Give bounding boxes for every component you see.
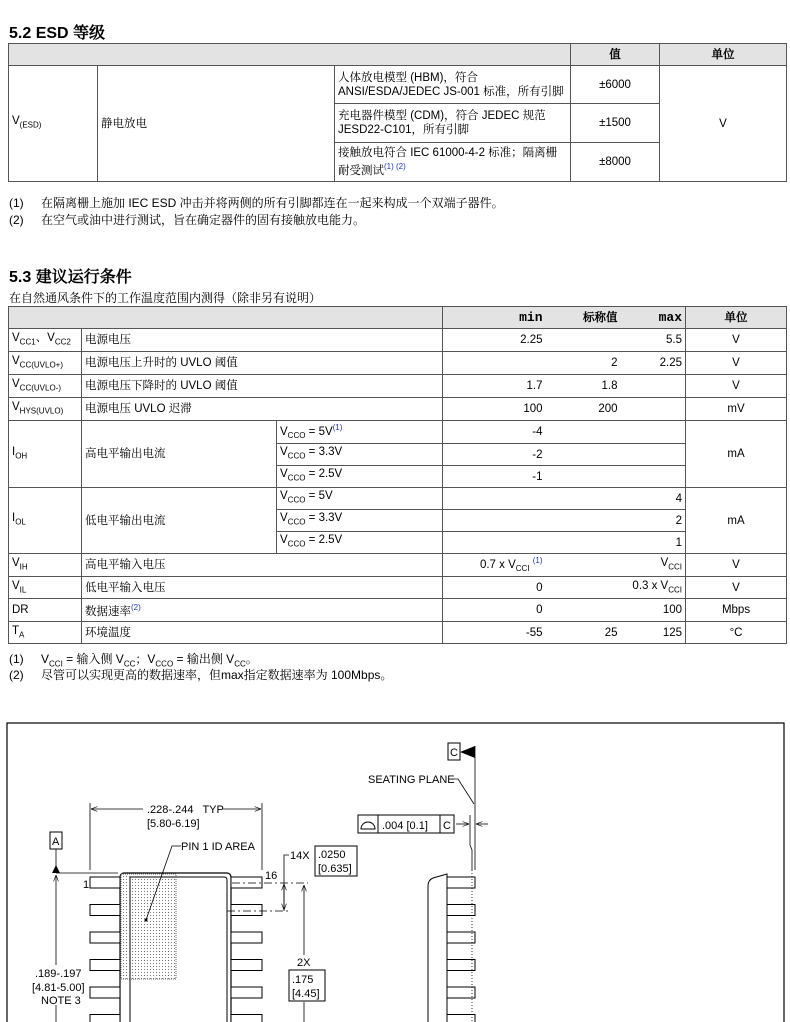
esd-unit: V bbox=[660, 66, 787, 182]
length-note: NOTE 3 bbox=[41, 995, 81, 1007]
table-cell: 100 bbox=[443, 398, 546, 421]
table-cell: 高电平输出电流 bbox=[82, 421, 277, 488]
table-cell: 低电平输入电压 bbox=[82, 577, 443, 599]
pin-lead bbox=[90, 932, 120, 943]
roc-section-title: 5.3 建议运行条件 bbox=[9, 269, 132, 286]
side-pin-lead bbox=[447, 1015, 475, 1022]
table-cell: V bbox=[686, 329, 787, 352]
table-cell: 1 bbox=[621, 532, 686, 554]
length-dim: .189-.197 bbox=[35, 968, 82, 980]
esd-value: ±1500 bbox=[571, 104, 660, 143]
table-cell: -1 bbox=[443, 466, 546, 488]
seating-plane-label: SEATING PLANE bbox=[368, 774, 455, 786]
footnote-link[interactable]: (1) bbox=[332, 423, 343, 432]
table-cell: 2.25 bbox=[621, 352, 686, 375]
esd-section-title: 5.2 ESD 等级 bbox=[9, 25, 106, 42]
table-cell: 电源电压 UVLO 迟滞 bbox=[82, 398, 443, 421]
side-pins bbox=[447, 877, 475, 1022]
pin-lead bbox=[90, 960, 120, 971]
roc-header-unit: 单位 bbox=[686, 307, 787, 329]
pitch-dim: .0250 bbox=[318, 849, 346, 861]
table-cell: $I_{OH}$ bbox=[9, 421, 82, 488]
table-cell: V bbox=[686, 577, 787, 599]
pin-16-label: 16 bbox=[265, 870, 278, 882]
length-dim-mm: [4.81-5.00] bbox=[32, 982, 85, 994]
pin-1-label: 1 bbox=[83, 879, 90, 891]
table-cell: 电源电压下降时的 UVLO 阈值 bbox=[82, 375, 443, 398]
table-cell: $V_{CC1}$、$V_{CC2}$ bbox=[9, 329, 82, 352]
table-cell: $V_{IH}$ bbox=[9, 554, 82, 577]
footnote-link[interactable]: (1) bbox=[532, 556, 543, 566]
table-cell: 0 bbox=[443, 599, 546, 622]
table-cell: $V_{CCO} = 2.5V$ bbox=[277, 532, 443, 554]
esd-symbol: $V_{(ESD)}$ bbox=[9, 66, 98, 182]
table-cell: $V_{CC(UVLO+)}$ bbox=[9, 352, 82, 375]
pin-lead bbox=[231, 905, 262, 916]
pitch-dim-mm: [0.635] bbox=[318, 863, 352, 875]
table-cell: 2 bbox=[546, 352, 621, 375]
table-cell: $V_{IL}$ bbox=[9, 577, 82, 599]
table-cell: 5.5 bbox=[621, 329, 686, 352]
side-pin-lead bbox=[447, 960, 475, 971]
table-cell: 2 bbox=[621, 510, 686, 532]
table-cell: 1.8 bbox=[546, 375, 621, 398]
table-cell: 100 bbox=[621, 599, 686, 622]
pin-lead bbox=[231, 932, 262, 943]
flatness-datum: C bbox=[443, 820, 451, 832]
table-cell: V bbox=[686, 554, 787, 577]
table-cell: 1.7 bbox=[443, 375, 546, 398]
table-cell: $V_{CCO} = 5V^{(1)}$ bbox=[277, 421, 443, 444]
table-cell: -55 bbox=[443, 622, 546, 644]
span-dim-mm: [4.45] bbox=[292, 988, 320, 1000]
table-cell: 环境温度 bbox=[82, 622, 443, 644]
table-cell: $I_{OL}$ bbox=[9, 488, 82, 554]
table-cell: 0 bbox=[443, 577, 546, 599]
pin-lead bbox=[90, 1015, 120, 1022]
pitch-count: 14X bbox=[290, 850, 310, 862]
table-cell: 0.7 x $V_{CCI}$ $^{(1)}$ bbox=[443, 554, 546, 577]
span-dim: .175 bbox=[292, 974, 314, 986]
esd-header-unit: 单位 bbox=[660, 44, 787, 66]
table-cell: 电源电压上升时的 UVLO 阈值 bbox=[82, 352, 443, 375]
roc-header-min: min bbox=[443, 307, 546, 329]
esd-footnote: (1) 在隔离栅上施加 IEC ESD 冲击并将两侧的所有引脚都连在一起来构成一个双端子器件。 bbox=[9, 196, 504, 210]
footnote-link[interactable]: (1) (2) bbox=[384, 162, 406, 172]
table-cell: 高电平输入电压 bbox=[82, 554, 443, 577]
table-cell: DR bbox=[9, 599, 82, 622]
pin-lead bbox=[231, 987, 262, 998]
table-cell: $V_{CCO} = 2.5V$ bbox=[277, 466, 443, 488]
pin-lead bbox=[90, 987, 120, 998]
table-cell: mA bbox=[686, 421, 787, 488]
esd-footnote: (2) 在空气或油中进行测试，旨在确定器件的固有接触放电能力。 bbox=[9, 213, 366, 227]
table-cell: 125 bbox=[621, 622, 686, 644]
footnote-link[interactable]: (2) bbox=[131, 603, 141, 613]
pin-lead bbox=[90, 877, 120, 888]
flatness-value: .004 [0.1] bbox=[382, 820, 428, 832]
table-cell: V bbox=[686, 352, 787, 375]
pin1-id-area bbox=[121, 874, 176, 979]
table-cell: $T_A$ bbox=[9, 622, 82, 644]
width-dim-mm: [5.80-6.19] bbox=[147, 818, 200, 830]
datum-c: C bbox=[450, 747, 458, 759]
table-cell: 电源电压 bbox=[82, 329, 443, 352]
esd-value: ±6000 bbox=[571, 66, 660, 104]
side-pin-lead bbox=[447, 987, 475, 998]
roc-subtitle: 在自然通风条件下的工作温度范围内测得（除非另有说明） bbox=[9, 291, 322, 305]
side-pin-lead bbox=[447, 932, 475, 943]
roc-footnote: (1) $V_{CCI}$ = 输入侧 $V_{CC}$；$V_{CCO}$ = 输出侧 $V_{CC}$。 bbox=[9, 652, 258, 669]
table-cell: 200 bbox=[546, 398, 621, 421]
table-cell: °C bbox=[686, 622, 787, 644]
datum-a: A bbox=[52, 836, 60, 848]
table-cell: 0.3 x $V_{CCI}$ bbox=[621, 577, 686, 599]
table-cell: mA bbox=[686, 488, 787, 554]
table-cell: $V_{CCI}$ bbox=[621, 554, 686, 577]
table-cell: 低电平输出电流 bbox=[82, 488, 277, 554]
table-cell: -4 bbox=[443, 421, 546, 444]
roc-footnote: (2) 尽管可以实现更高的数据速率，但max指定数据速率为 100Mbps。 bbox=[9, 668, 393, 682]
table-cell: 25 bbox=[546, 622, 621, 644]
table-cell: 2.25 bbox=[443, 329, 546, 352]
table-cell: $V_{HYS(UVLO)}$ bbox=[9, 398, 82, 421]
table-cell: $V_{CCO} = 5V$ bbox=[277, 488, 443, 510]
pin-lead bbox=[231, 1015, 262, 1022]
roc-header-nom: 标称值 bbox=[546, 307, 621, 329]
side-pin-lead bbox=[447, 877, 475, 888]
esd-header-value: 值 bbox=[571, 44, 660, 66]
table-cell: Mbps bbox=[686, 599, 787, 622]
width-dim: .228-.244 TYP bbox=[147, 804, 224, 816]
table-cell: $V_{CCO} = 3.3V$ bbox=[277, 510, 443, 532]
pin-lead bbox=[231, 877, 262, 888]
esd-value: ±8000 bbox=[571, 143, 660, 182]
span-count: 2X bbox=[297, 957, 311, 969]
table-cell: $V_{CC(UVLO-)}$ bbox=[9, 375, 82, 398]
esd-cond: 人体放电模型 (HBM)，符合 ANSI/ESDA/JEDEC JS-001 标准，所有引脚 bbox=[335, 66, 571, 104]
pin-lead bbox=[90, 905, 120, 916]
table-cell: 4 bbox=[621, 488, 686, 510]
pin1-label: PIN 1 ID AREA bbox=[181, 841, 255, 853]
table-cell: 数据速率$^{(2)}$ bbox=[82, 599, 443, 622]
esd-cond: 充电器件模型 (CDM)，符合 JEDEC 规范 JESD22-C101，所有引脚 bbox=[335, 104, 571, 143]
pin-lead bbox=[231, 960, 262, 971]
esd-param: 静电放电 bbox=[98, 66, 335, 182]
side-pin-lead bbox=[447, 905, 475, 916]
table-cell: mV bbox=[686, 398, 787, 421]
table-cell: $V_{CCO} = 3.3V$ bbox=[277, 444, 443, 466]
roc-header-max: max bbox=[621, 307, 686, 329]
table-cell: V bbox=[686, 375, 787, 398]
table-cell: -2 bbox=[443, 444, 546, 466]
esd-cond: 接触放电符合 IEC 61000-4-2 标准；隔离栅耐受测试$^{(1) (2)}$ bbox=[335, 143, 571, 182]
